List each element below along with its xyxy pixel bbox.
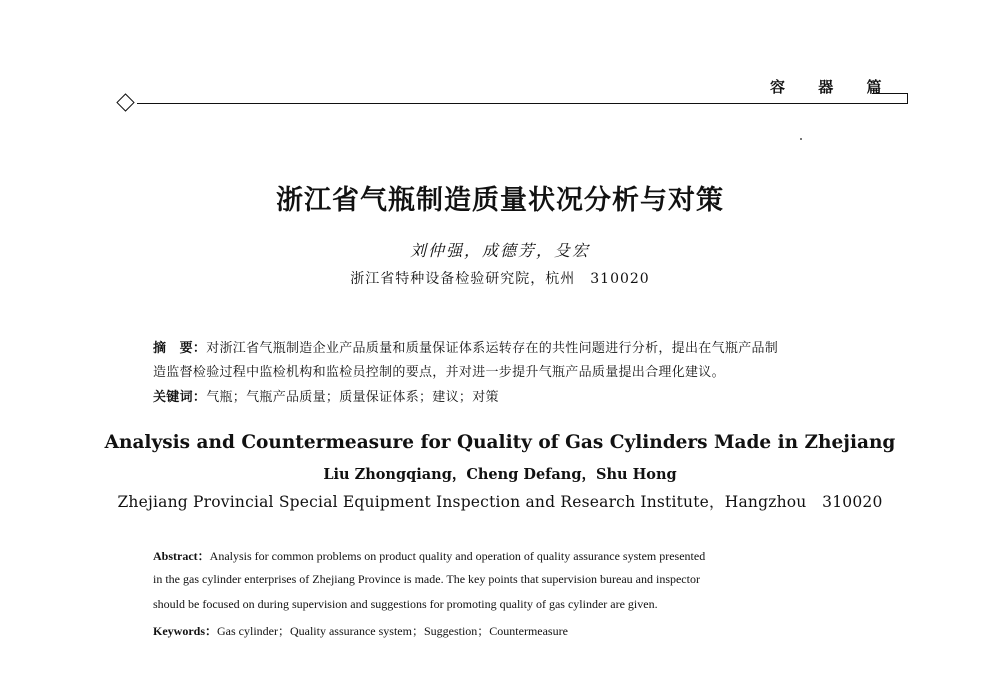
section-label: 容 器 篇 xyxy=(770,78,896,96)
keywords-cn-label: 关键词： xyxy=(153,390,207,405)
keywords-cn xyxy=(153,386,499,405)
abstract-en-text-2: in the gas cylinder enterprises of Zhejiang Province is made. The key points that supervision bureau and inspector xyxy=(153,572,700,586)
keywords-en-label: Keywords： xyxy=(153,624,217,638)
abstract-en-label: Abstract： xyxy=(153,549,210,563)
keywords-en-text: Gas cylinder；Quality assurance system；Suggestion；Countermeasure xyxy=(217,624,568,638)
affiliation-cn: 浙江省特种设备检验研究院，杭州 310020 xyxy=(350,271,650,287)
abstract-cn-line-1 xyxy=(153,337,778,356)
abstract-en-text-1: Analysis for common problems on product quality and operation of quality assurance system presented xyxy=(209,549,706,563)
abstract-cn-label: 摘 要： xyxy=(153,341,207,356)
abstract-en-line-1 xyxy=(153,547,705,564)
abstract-cn-text-1: 对浙江省气瓶制造企业产品质量和质量保证体系运转存在的共性问题进行分析，提出在气瓶产品制 xyxy=(206,341,779,356)
keywords-cn-text: 气瓶；气瓶产品质量；质量保证体系；建议；对策 xyxy=(206,390,499,405)
abstract-en-text-3: should be focused on during supervision and suggestions for promoting quality of gas cylinder are given. xyxy=(153,597,658,611)
scan-speck xyxy=(800,138,802,140)
header-rule xyxy=(137,103,907,104)
abstract-cn-text-2: 造监督检验过程中监检机构和监检员控制的要点，并对进一步提升气瓶产品质量提出合理化建议。 xyxy=(153,365,725,380)
authors-cn: 刘仲强，成德芳，殳宏 xyxy=(409,241,590,260)
paper-title-cn: 浙江省气瓶制造质量状况分析与对策 xyxy=(276,185,724,216)
header-rule-tab xyxy=(872,93,908,104)
authors-en: Liu Zhongqiang，Cheng Defang，Shu Hong xyxy=(323,466,677,483)
paper-title-en: Analysis and Countermeasure for Quality of Gas Cylinders Made in Zhejiang xyxy=(104,432,896,453)
diamond-icon xyxy=(116,93,134,111)
keywords-en xyxy=(153,622,568,639)
affiliation-en: Zhejiang Provincial Special Equipment Inspection and Research Institute，Hangzhou 310020 xyxy=(117,493,883,511)
